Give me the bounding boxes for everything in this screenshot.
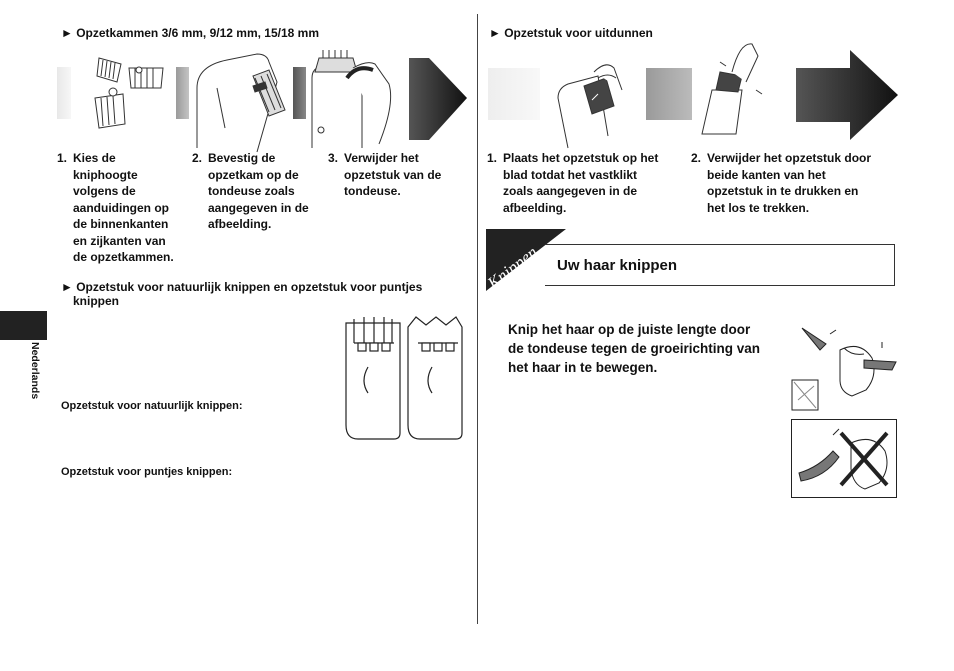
- cutting-instruction: Knip het haar op de juiste lengte door de tondeuse tegen de groeirichting van het haar in te bewegen.: [508, 322, 761, 375]
- remove-comb-image: [312, 50, 391, 148]
- combs-heading: ► Opzetkammen 3/6 mm, 9/12 mm, 15/18 mm: [61, 26, 319, 40]
- comb-attachments-image: [95, 58, 163, 128]
- language-label: Nederlands: [29, 342, 41, 400]
- thinning-step-1: 1. Plaats het opzetstuk op het blad totdat het vastklikt zoals aangegeven in de afbeelding.: [487, 151, 659, 215]
- column-divider: [477, 14, 478, 624]
- section-title: Uw haar knippen: [557, 257, 678, 274]
- combs-step-1: 1. Kies de kniphoogte volgens de aanduidingen op de binnenkanten en zijkanten van de opzetkammen.: [57, 151, 174, 264]
- correct-direction-image: [790, 320, 900, 412]
- wrong-direction-image: [791, 419, 897, 498]
- natural-points-attachments-image: [340, 313, 470, 443]
- attach-thinning-image: [558, 65, 622, 148]
- points-attachment-label: Opzetstuk voor puntjes knippen:: [61, 466, 233, 478]
- combs-illustration-strip: [57, 48, 467, 148]
- combs-step-2: 2. Bevestig de opzetkam op de tondeuse zoals aangegeven in de afbeelding.: [192, 151, 309, 231]
- natural-heading: ► Opzetstuk voor natuurlijk knippen en opzetstuk voor puntjes knippen: [61, 280, 423, 308]
- thinning-step-2: 2. Verwijder het opzetstuk door beide kanten van het opzetstuk in te drukken en het los te trekken.: [691, 151, 872, 215]
- step-arrow-1: [409, 58, 467, 140]
- thinning-heading: ► Opzetstuk voor uitdunnen: [489, 26, 653, 40]
- remove-thinning-image: [702, 44, 762, 134]
- thinning-illustration-strip: [488, 42, 898, 148]
- section-tab-label: Knippen: [483, 242, 542, 293]
- attach-comb-image: [197, 54, 285, 152]
- step-arrow-2: [796, 50, 898, 140]
- language-tab: [0, 311, 47, 340]
- combs-step-3: 3. Verwijder het opzetstuk van de tondeuse.: [328, 151, 442, 198]
- natural-attachment-label: Opzetstuk voor natuurlijk knippen:: [61, 400, 243, 412]
